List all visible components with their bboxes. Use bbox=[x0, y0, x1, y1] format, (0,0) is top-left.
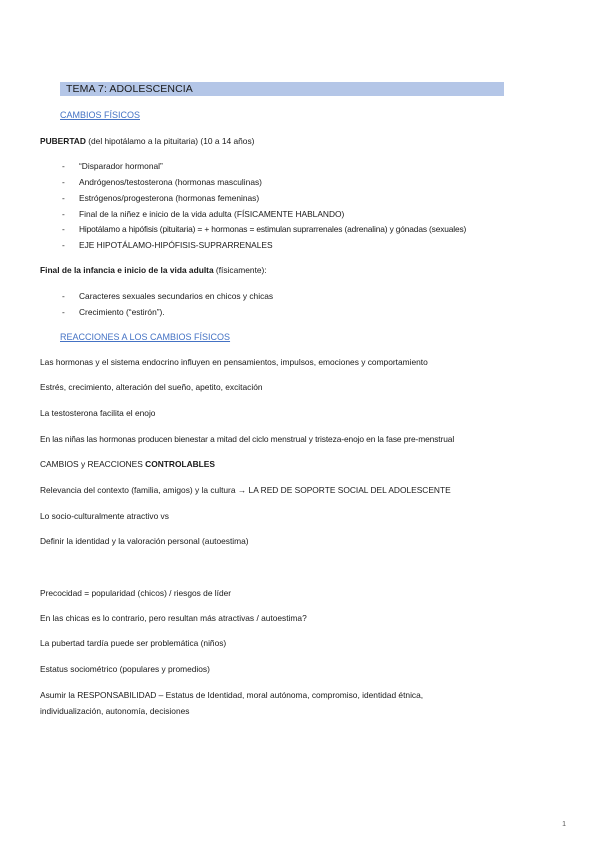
controlables-bold: CONTROLABLES bbox=[145, 459, 215, 469]
paragraph-line-2: individualización, autonomía, decisiones bbox=[40, 706, 190, 716]
paragraph: Lo socio-culturalmente atractivo vs bbox=[40, 511, 169, 521]
paragraph: En las niñas las hormonas producen bienestar a mitad del ciclo menstrual y tristeza-enojo en la fase pre-menstrual bbox=[40, 434, 455, 444]
list-item: “Disparador hormonal” bbox=[79, 161, 163, 171]
list-item: Final de la niñez e inicio de la vida adulta (FÍSICAMENTE HABLANDO) bbox=[79, 209, 345, 219]
final-infancia-line bbox=[40, 265, 267, 275]
list-dash: - bbox=[62, 177, 65, 187]
list-dash: - bbox=[62, 291, 65, 301]
list-dash: - bbox=[62, 307, 65, 317]
paragraph: Estrés, crecimiento, alteración del sueño, apetito, excitación bbox=[40, 382, 263, 392]
list-dash: - bbox=[62, 209, 65, 219]
list-item: Estrógenos/progesterona (hormonas femeninas) bbox=[79, 193, 260, 203]
final-bold: Final de la infancia e inicio de la vida adulta bbox=[40, 265, 214, 275]
paragraph: La testosterona facilita el enojo bbox=[40, 408, 156, 418]
pubertad-bold: PUBERTAD bbox=[40, 136, 86, 146]
paragraph: Definir la identidad y la valoración personal (autoestima) bbox=[40, 536, 249, 546]
paragraph: En las chicas es lo contrario, pero resultan más atractivas / autoestima? bbox=[40, 613, 307, 623]
pubertad-rest: (del hipotálamo a la pituitaria) (10 a 14 años) bbox=[85, 136, 255, 146]
list-dash: - bbox=[62, 193, 65, 203]
section-heading-reacciones: REACCIONES A LOS CAMBIOS FÍSICOS bbox=[60, 332, 231, 342]
list-item: Crecimiento (“estirón”). bbox=[79, 307, 165, 317]
paragraph: Estatus sociométrico (populares y promedios) bbox=[40, 664, 210, 674]
list-dash: - bbox=[62, 224, 65, 234]
list-dash: - bbox=[62, 240, 65, 250]
paragraph: Las hormonas y el sistema endocrino influyen en pensamientos, impulsos, emociones y comportamiento bbox=[40, 357, 428, 367]
final-rest: (físicamente): bbox=[213, 265, 267, 275]
paragraph: Relevancia del contexto (familia, amigos) y la cultura → LA RED DE SOPORTE SOCIAL DEL ADOLESCENTE bbox=[40, 485, 451, 495]
controlables-line bbox=[40, 459, 215, 469]
list-item: EJE HIPOTÁLAMO-HIPÓFISIS-SUPRARRENALES bbox=[79, 240, 273, 250]
list-dash: - bbox=[62, 161, 65, 171]
list-item: Andrógenos/testosterona (hormonas masculinas) bbox=[79, 177, 262, 187]
paragraph: La pubertad tardía puede ser problemática (niños) bbox=[40, 638, 227, 648]
pubertad-line bbox=[40, 136, 254, 146]
page-title: TEMA 7: ADOLESCENCIA bbox=[66, 83, 193, 95]
section-heading-cambios-fisicos: CAMBIOS FÍSICOS bbox=[60, 110, 141, 120]
paragraph-line-1: Asumir la RESPONSABILIDAD – Estatus de Identidad, moral autónoma, compromiso, identidad étnica, bbox=[40, 690, 424, 700]
page-number: 1 bbox=[562, 821, 566, 828]
controlables-normal: CAMBIOS y REACCIONES bbox=[40, 459, 146, 469]
paragraph: Precocidad = popularidad (chicos) / riesgos de líder bbox=[40, 588, 232, 598]
list-item: Hipotálamo a hipófisis (pituitaria) = + hormonas = estimulan suprarrenales (adrenalina) y gónadas (sexuales) bbox=[79, 224, 467, 234]
list-item: Caracteres sexuales secundarios en chicos y chicas bbox=[79, 291, 274, 301]
